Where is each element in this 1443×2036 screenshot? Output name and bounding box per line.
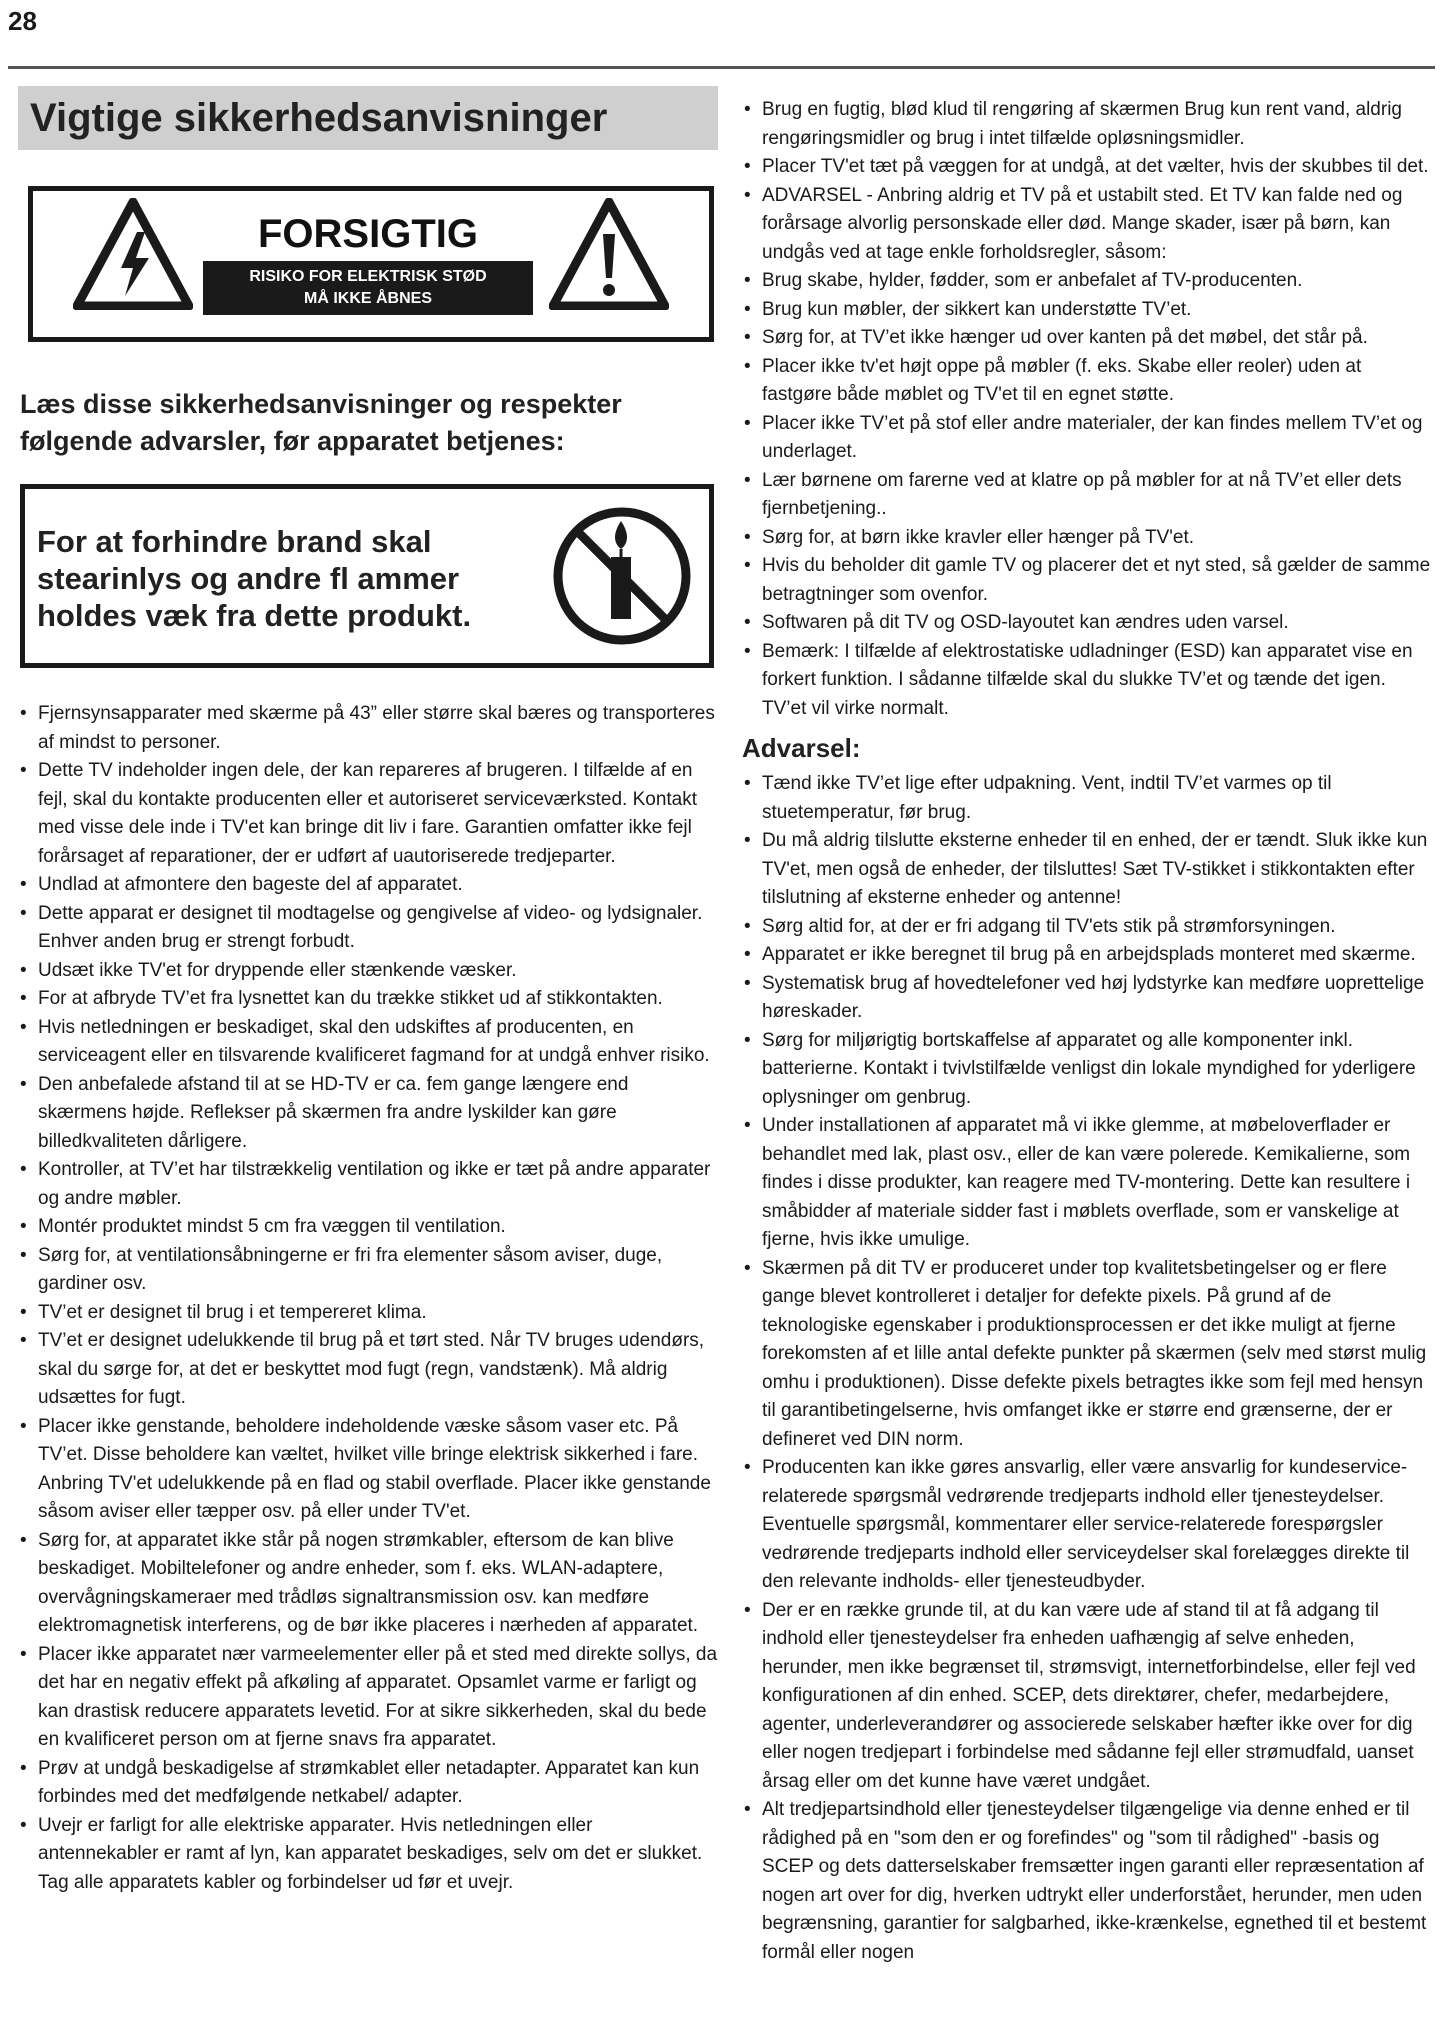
list-item-text: Placer TV'et tæt på væggen for at undgå, at det vælter, hvis der skubbes til det. — [762, 156, 1429, 177]
bullet-icon: • — [744, 184, 751, 206]
read-heading-line-1: Læs disse sikkerhedsanvisninger og respekter — [20, 389, 622, 419]
list-item — [742, 267, 1432, 296]
list-item-text: Du må aldrig tilslutte eksterne enheder til en enhed, der er tændt. Sluk ikke kun TV'et, men også de enheder, der tilsluttes! Sæt TV-stikket i stikkontakten efter tilslutning af eksterne enheder og antenne! — [762, 830, 1428, 908]
list-item-text: Brug skabe, hylder, fødder, som er anbefalet af TV-producenten. — [762, 270, 1303, 291]
fire-warning-text — [37, 523, 507, 634]
bullet-icon: • — [744, 944, 751, 965]
bullet-icon: • — [744, 270, 751, 291]
list-item-text: Kontroller, at TV’et har tilstrækkelig ventilation og ikke er tæt på andre apparater og andre møbler. — [38, 1159, 711, 1209]
list-item — [742, 970, 1432, 1027]
bullet-icon: • — [744, 355, 751, 377]
list-item — [18, 1213, 718, 1242]
bullet-icon: • — [20, 1415, 27, 1437]
bullet-icon: • — [744, 555, 751, 576]
list-item — [742, 524, 1432, 553]
list-item — [18, 900, 718, 957]
bullet-icon: • — [744, 1257, 751, 1279]
bullet-icon: • — [20, 1330, 27, 1351]
exclamation-warning-icon — [549, 198, 669, 310]
bullet-icon: • — [744, 1029, 751, 1051]
bullet-icon: • — [744, 298, 751, 320]
bullet-icon: • — [744, 469, 751, 491]
bullet-icon: • — [744, 972, 751, 994]
bullet-icon: • — [744, 1599, 751, 1621]
list-item-text: Prøv at undgå beskadigelse af strømkablet eller netadapter. Apparatet kan kun forbindes med det medfølgende netkabel/ adapter. — [38, 1757, 700, 1807]
list-item-text: Brug en fugtig, blød klud til rengøring af skærmen Brug kun rent vand, aldrig rengøringsmidler og brug i intet tilfælde opløsningsmidler. — [762, 99, 1402, 149]
list-item-text: Skærmen på dit TV er produceret under top kvalitetsbetingelser og er flere gange blevet kontrolleret i detaljer for defekte pixels. På grund af de teknologiske egenskaber i produktionsprocessen er det ikke muligt at fjerne forekomsten af et lille antal defekte punkter på skærmen (selv med størst mulig omhu i produktionen). Disse defekte pixels betragtes ikke som fejl med hensyn til garantibetingelserne, hvis omfanget ikke er større end grænserne, der er defineret ved DIN norm. — [762, 1257, 1427, 1450]
bullet-icon: • — [20, 1244, 27, 1266]
list-item-text: Alt tredjepartsindhold eller tjenesteydelser tilgængelige via denne enhed er til rådighed på en "som den er og forefindes" og "som til rådighed" -basis og SCEP og dets datterselskaber fremsætter ingen garanti eller repræsentation af nogen art over for dig, hverken udtrykt eller underforstået, herunder, men uden begrænsning, garantier for salgbarhed, ikke-krænkelse, egnethed til et bestemt formål eller nogen — [762, 1799, 1427, 1963]
fire-warning-line-1: For at forhindre brand skal — [37, 524, 432, 559]
bullet-icon: • — [744, 830, 751, 851]
bullet-icon: • — [20, 1814, 27, 1836]
list-item — [742, 1597, 1432, 1797]
list-item — [742, 296, 1432, 325]
list-item-text: Udsæt ikke TV'et for dryppende eller stænkende væsker. — [38, 959, 517, 981]
list-item — [742, 1255, 1432, 1455]
bullet-icon: • — [20, 1301, 27, 1323]
bullet-icon: • — [744, 1457, 751, 1478]
bullet-icon: • — [20, 1529, 27, 1551]
list-item — [742, 96, 1432, 153]
list-item — [18, 1755, 718, 1812]
list-item-text: Tænd ikke TV’et lige efter udpakning. Vent, indtil TV’et varmes op til stuetemperatur, før brug. — [762, 773, 1332, 823]
list-item — [742, 153, 1432, 182]
safety-list-right — [742, 96, 1432, 723]
list-item-text: Sørg for, at apparatet ikke står på nogen strømkabler, eftersom de kan blive beskadiget. Mobiltelefoner og andre enheder, som f. eks. WLAN-adaptere, overvågningskameraer med trådløs signaltransmission osv. kan medføre elektromagnetisk interferens, og de bør ikke placeres i nærheden af apparatet. — [38, 1529, 699, 1636]
list-item — [742, 638, 1432, 724]
list-item — [742, 1454, 1432, 1597]
list-item-text: Producenten kan ikke gøres ansvarlig, eller være ansvarlig for kundeservice-relaterede spørgsmål vedrørende tredjeparts indhold eller tjenesteydelser. Eventuelle spørgsmål, kommentarer eller service-relaterede forespørgsler vedrørende tredjeparts indhold eller serviceydelser skal forelægges direkte til den relevante indholds- eller tjenesteudbyder. — [762, 1457, 1410, 1592]
list-item-text: Placer ikke apparatet nær varmeelementer eller på et sted med direkte sollys, da det har en negativ effekt på afkøling af apparatet. Opsamlet varme er farligt og kan drastisk reducere apparatets levetid. For at sikre sikkerheden, skal du bede en kvalificeret person om at fjerne snavs fra apparatet. — [38, 1643, 718, 1750]
list-item — [18, 757, 718, 871]
list-item-text: Sørg for miljørigtig bortskaffelse af apparatet og alle komponenter inkl. batterierne. Kontakt i tvivlstilfælde venligst din lokale myndighed for yderligere oplysninger om genbrug. — [762, 1029, 1416, 1108]
list-item-text: Fjernsynsapparater med skærme på 43” eller større skal bæres og transporteres af mindst to personer. — [38, 703, 715, 753]
list-item — [18, 1641, 718, 1755]
caution-title: FORSIGTIG — [258, 211, 478, 256]
fire-warning-line-2: stearinlys og andre fl ammer — [37, 561, 460, 596]
bullet-icon: • — [744, 915, 751, 937]
list-item-text: Montér produktet mindst 5 cm fra væggen til ventilation. — [38, 1216, 506, 1237]
bullet-icon: • — [20, 1757, 27, 1779]
bullet-icon: • — [20, 988, 27, 1009]
bullet-icon: • — [744, 526, 751, 548]
list-item-text: Placer ikke genstande, beholdere indeholdende væske såsom vaser etc. På TV’et. Disse beholdere kan væltet, hvilket ville bringe elektrisk sikkerhed i fare. Anbring TV'et udelukkende på en flad og stabil overflade. Placer ikke genstande såsom aviser eller tæpper osv. på eller under TV'et. — [38, 1415, 711, 1522]
list-item-text: Dette TV indeholder ingen dele, der kan repareres af brugeren. I tilfælde af en fejl, skal du kontakte producenten eller et autoriseret serviceværksted. Kontakt med visse dele inde i TV'et kan bringe dit liv i fare. Garantien omfatter ikke fejl forårsaget af reparationer, der er udført af uautoriserede tredjeparter. — [38, 760, 698, 867]
bullet-icon: • — [744, 1115, 751, 1136]
caution-line-2: MÅ IKKE ÅBNES — [303, 290, 432, 307]
list-item — [18, 1812, 718, 1898]
list-item-text: Uvejr er farligt for alle elektriske apparater. Hvis netledningen eller antennekabler er ramt af lyn, kan apparatet beskadiges, selv om det er slukket. Tag alle apparatets kabler og forbindelser ud før et uvejr. — [38, 1814, 703, 1893]
bullet-icon: • — [20, 959, 27, 981]
list-item-text: Lær børnene om farerne ved at klatre op på møbler for at nå TV’et eller dets fjernbetjening.. — [762, 469, 1402, 519]
list-item — [742, 353, 1432, 410]
list-item — [742, 467, 1432, 524]
list-item-text: Der er en række grunde til, at du kan være ude af stand til at få adgang til indhold eller tjenesteydelser fra enheden uafhængig af selve enheden, herunder, men ikke begrænset til, strømsvigt, internetforbindelse, eller fejl ved konfigurationen af din enhed. SCEP, dets direktører, chefer, medarbejdere, agenter, underleverandører og associerede selskaber hæfter ikke over for dig eller nogen tredjepart i forbindelse med sådanne fejl eller strømudfald, uanset årsag eller om det kunne have været undgået. — [762, 1599, 1416, 1792]
bullet-icon: • — [20, 1159, 27, 1180]
list-item-text: Hvis du beholder dit gamle TV og placerer det et nyt sted, så gælder de samme betragtninger som ovenfor. — [762, 555, 1431, 605]
list-item-text: Softwaren på dit TV og OSD-layoutet kan ændres uden varsel. — [762, 612, 1289, 633]
bullet-icon: • — [744, 640, 751, 662]
list-item — [742, 552, 1432, 609]
list-item-text: Placer ikke TV’et på stof eller andre materialer, der kan findes mellem TV’et og underlaget. — [762, 412, 1423, 462]
bullet-icon: • — [20, 1073, 27, 1095]
safety-list-left — [18, 700, 718, 1897]
bullet-icon: • — [744, 1799, 751, 1820]
list-item-text: Undlad at afmontere den bageste del af apparatet. — [38, 874, 463, 895]
list-item — [742, 827, 1432, 913]
bullet-icon: • — [744, 773, 751, 794]
right-column — [742, 96, 1432, 1967]
list-item — [18, 1527, 718, 1641]
bullet-icon: • — [20, 1016, 27, 1038]
warning-heading: Advarsel: — [742, 733, 861, 763]
list-item-text: Sørg for, at ventilationsåbningerne er fri fra elementer såsom aviser, duge, gardiner osv. — [38, 1244, 663, 1294]
list-item — [18, 1071, 718, 1157]
bullet-icon: • — [20, 1643, 27, 1665]
list-item — [742, 324, 1432, 353]
list-item — [742, 609, 1432, 638]
list-item — [18, 1014, 718, 1071]
list-item-text: Den anbefalede afstand til at se HD-TV er ca. fem gange længere end skærmens højde. Reflekser på skærmen fra andre lyskilder kan gøre billedkvaliteten dårligere. — [38, 1073, 629, 1152]
read-heading-line-2: følgende advarsler, før apparatet betjenes: — [20, 426, 565, 456]
bullet-icon: • — [744, 327, 751, 348]
left-column — [18, 86, 718, 1897]
list-item — [742, 941, 1432, 970]
list-item — [18, 957, 718, 986]
electric-shock-warning-icon — [73, 198, 193, 310]
top-rule — [8, 66, 1435, 69]
list-item-text: ADVARSEL - Anbring aldrig et TV på et ustabilt sted. Et TV kan falde ned og forårsage alvorlig personskade eller død. Mange skader, især på børn, kan undgås ved at tage enkle forholdsregler, såsom: — [762, 184, 1403, 263]
list-item — [18, 1413, 718, 1527]
bullet-icon: • — [20, 902, 27, 924]
list-item-text: Systematisk brug af hovedtelefoner ved høj lydstyrke kan medføre uoprettelige høreskader. — [762, 972, 1425, 1022]
list-item — [18, 985, 718, 1014]
bullet-icon: • — [20, 703, 27, 724]
bullet-icon: • — [20, 1216, 27, 1237]
bullet-icon: • — [744, 99, 751, 120]
list-item — [742, 182, 1432, 268]
warning-list — [742, 770, 1432, 1967]
bullet-icon: • — [20, 874, 27, 895]
no-open-flame-icon — [549, 503, 695, 649]
fire-warning-line-3: holdes væk fra dette produkt. — [37, 598, 472, 633]
list-item-text: Under installationen af apparatet må vi ikke glemme, at møbeloverflader er behandlet med lak, plast osv., eller de kan være polerede. Kemikalierne, som findes i disse produkter, kan reagere med TV-montering. Dette kan resultere i småbidder af materiale sidder fast i møblets overflade, som er vanskelige at fjerne, hvis ikke umulige. — [762, 1115, 1411, 1250]
caution-box — [28, 186, 714, 342]
list-item-text: For at afbryde TV’et fra lysnettet kan du trække stikket ud af stikkontakten. — [38, 988, 663, 1009]
page-number: 28 — [8, 6, 37, 36]
list-item — [18, 1156, 718, 1213]
list-item-text: Sørg for, at TV’et ikke hænger ud over kanten på det møbel, det står på. — [762, 327, 1368, 348]
read-instructions-heading — [20, 386, 718, 460]
list-item — [18, 1242, 718, 1299]
fire-warning-box — [20, 484, 714, 668]
list-item-text: Sørg for, at børn ikke kravler eller hænger på TV'et. — [762, 526, 1195, 548]
bullet-icon: • — [20, 760, 27, 781]
caution-line-1: RISIKO FOR ELEKTRISK STØD — [249, 268, 487, 285]
list-item-text: Sørg altid for, at der er fri adgang til TV'ets stik på strømforsyningen. — [762, 915, 1336, 937]
page-title: Vigtige sikkerhedsanvisninger — [18, 86, 718, 150]
bullet-icon: • — [744, 412, 751, 434]
list-item-text: Hvis netledningen er beskadiget, skal den udskiftes af producenten, en serviceagent eller en tilsvarende kvalificeret fagmand for at undgå enhver risiko. — [38, 1016, 710, 1066]
bullet-icon: • — [744, 612, 751, 633]
list-item — [742, 770, 1432, 827]
bullet-icon: • — [744, 156, 751, 177]
caution-label — [203, 207, 533, 319]
list-item — [18, 700, 718, 757]
list-item-text: TV’et er designet til brug i et tempereret klima. — [38, 1301, 427, 1323]
list-item-text: Bemærk: I tilfælde af elektrostatiske udladninger (ESD) kan apparatet vise en forkert funktion. I sådanne tilfælde skal du slukke TV’et og tænde det igen. TV’et vil virke normalt. — [762, 640, 1413, 719]
caution-subtitle — [203, 261, 533, 315]
list-item — [742, 1027, 1432, 1113]
list-item — [742, 913, 1432, 942]
list-item — [742, 1112, 1432, 1255]
list-item-text: Dette apparat er designet til modtagelse og gengivelse af video- og lydsignaler. Enhver anden brug er strengt forbudt. — [38, 902, 703, 952]
list-item — [742, 1796, 1432, 1967]
list-item — [18, 1299, 718, 1328]
list-item-text: TV’et er designet udelukkende til brug på et tørt sted. Når TV bruges udendørs, skal du sørge for, at det er beskyttet mod fugt (regn, vandstænk). Må aldrig udsættes for fugt. — [38, 1330, 705, 1408]
list-item — [18, 1327, 718, 1413]
list-item — [742, 410, 1432, 467]
list-item — [18, 871, 718, 900]
list-item-text: Brug kun møbler, der sikkert kan understøtte TV’et. — [762, 298, 1192, 320]
list-item-text: Placer ikke tv'et højt oppe på møbler (f. eks. Skabe eller reoler) uden at fastgøre både møblet og TV'et til en egnet støtte. — [762, 355, 1362, 405]
list-item-text: Apparatet er ikke beregnet til brug på en arbejdsplads monteret med skærme. — [762, 944, 1416, 965]
